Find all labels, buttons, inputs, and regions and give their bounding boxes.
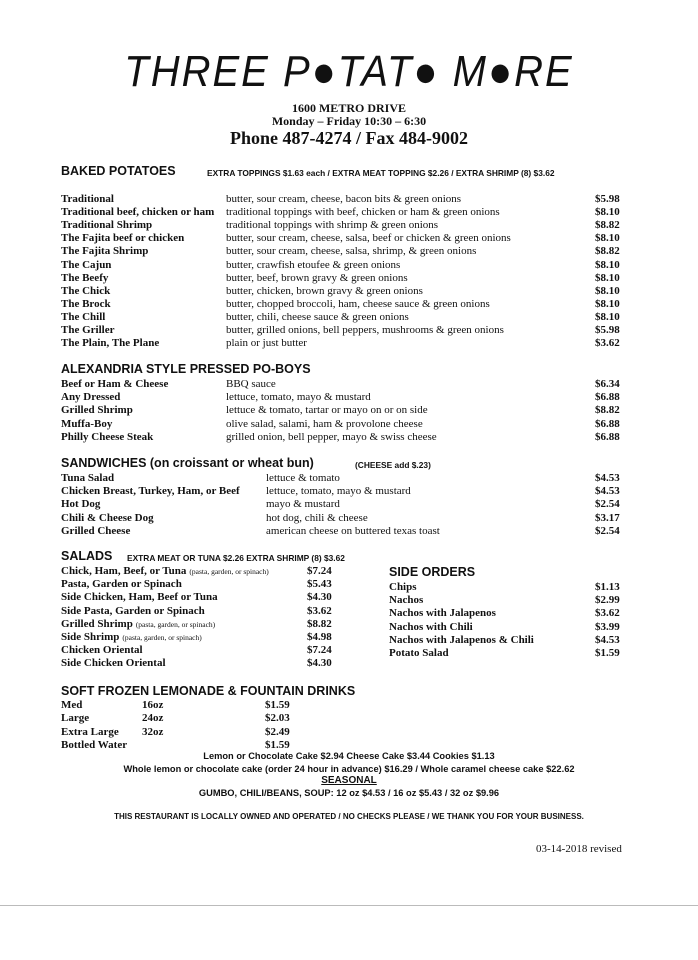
item-description: butter, chopped broccoli, ham, cheese sauce & green onions <box>226 297 490 310</box>
item-price: $8.10 <box>595 258 620 271</box>
item-size: 16oz <box>142 699 164 711</box>
item-description: lettuce, tomato, mayo & mustard <box>266 485 411 498</box>
item-name: Nachos with Chili <box>389 620 473 633</box>
item-price: $2.54 <box>595 498 620 511</box>
item-price: $8.10 <box>595 297 620 310</box>
item-name: The Beefy <box>61 271 109 284</box>
menu-item <box>0 245 698 258</box>
item-size: 24oz <box>142 712 164 725</box>
item-price: $8.82 <box>307 617 332 630</box>
item-description: butter, chicken, brown gravy & green onions <box>226 284 423 297</box>
item-price: $6.34 <box>595 378 620 390</box>
item-name: Large <box>61 712 90 725</box>
baked-toppings-note: EXTRA TOPPINGS $1.63 each / EXTRA MEAT TOPPING $2.26 / EXTRA SHRIMP (8) $3.62 <box>207 168 555 178</box>
item-price: $4.53 <box>595 633 620 646</box>
item-price: $1.59 <box>595 647 620 659</box>
menu-item <box>0 647 698 660</box>
item-name: Grilled Cheese <box>61 524 131 537</box>
item-description: grilled onion, bell pepper, mayo & swiss cheese <box>226 430 437 443</box>
item-price: $1.13 <box>595 581 620 593</box>
item-name: Tuna Salad <box>61 472 115 484</box>
item-name: Traditional Shrimp <box>61 219 153 232</box>
item-price: $2.54 <box>595 524 620 537</box>
item-name: Nachos <box>389 594 424 607</box>
item-name: Muffa-Boy <box>61 417 113 430</box>
item-price: $3.17 <box>595 511 620 524</box>
item-price: $6.88 <box>595 391 620 404</box>
item-note: (pasta, garden, or spinach) <box>135 619 216 629</box>
menu-item <box>0 206 698 219</box>
baked-potatoes-heading: BAKED POTATOES <box>61 164 176 178</box>
menu-item <box>0 581 698 594</box>
item-price: $2.49 <box>265 725 290 738</box>
item-price: $2.03 <box>265 712 290 725</box>
menu-item <box>0 431 698 444</box>
scan-edge-divider <box>0 905 698 906</box>
item-name: Chips <box>389 581 417 593</box>
item-name: Chick, Ham, Beef, or Tuna <box>61 565 187 577</box>
item-price: $5.98 <box>595 324 620 336</box>
item-name: Chili & Cheese Dog <box>61 511 154 524</box>
item-description: butter, chili, cheese sauce & green onions <box>226 310 409 323</box>
item-price: $5.98 <box>595 193 620 205</box>
item-price: $4.30 <box>307 591 332 604</box>
item-description: butter, sour cream, cheese, salsa, shrimp, & green onions <box>226 245 477 258</box>
item-description: butter, beef, brown gravy & green onions <box>226 271 408 284</box>
item-size: 32oz <box>142 725 164 738</box>
item-price: $1.59 <box>265 699 290 711</box>
item-price: $6.88 <box>595 417 620 430</box>
menu-item <box>0 498 698 511</box>
item-price: $8.10 <box>595 284 620 297</box>
item-description: butter, sour cream, cheese, salsa, beef or chicken & green onions <box>226 232 511 245</box>
salads-note: EXTRA MEAT OR TUNA $2.26 EXTRA SHRIMP (8) $3.62 <box>127 553 345 563</box>
address: 1600 METRO DRIVE <box>291 101 406 115</box>
item-description: butter, grilled onions, bell peppers, mushrooms & green onions <box>226 324 504 336</box>
item-price: $3.62 <box>307 604 332 617</box>
item-name: The Plain, The Plane <box>61 337 160 350</box>
item-description: butter, crawfish etoufee & green onions <box>226 258 401 271</box>
menu-item <box>0 404 698 417</box>
item-description: traditional toppings with beef, chicken or ham & green onions <box>226 206 500 219</box>
item-description: lettuce & tomato, tartar or mayo on or on side <box>226 404 428 417</box>
menu-item <box>0 378 698 391</box>
desserts-line-1: Lemon or Chocolate Cake $2.94 Cheese Cake $3.44 Cookies $1.13 <box>203 751 495 761</box>
revised-date: 03-14-2018 revised <box>536 843 622 855</box>
item-price: $8.10 <box>595 232 620 245</box>
item-description: american cheese on buttered texas toast <box>266 524 440 537</box>
menu-item <box>0 272 698 285</box>
item-price: $8.82 <box>595 404 620 417</box>
menu-item <box>0 219 698 232</box>
item-description: olive salad, salami, ham & provolone cheese <box>226 417 423 430</box>
phone-fax: Phone 487-4274 / Fax 484-9002 <box>230 128 468 148</box>
item-description: BBQ sauce <box>226 378 276 390</box>
cheese-note: (CHEESE add $.23) <box>355 460 431 470</box>
menu-item <box>0 324 698 337</box>
menu-item <box>0 525 698 538</box>
sandwiches-heading: SANDWICHES (on croissant or wheat bun) <box>61 456 314 470</box>
item-price: $2.99 <box>595 594 620 607</box>
menu-item <box>0 472 698 485</box>
item-name: Any Dressed <box>61 391 121 404</box>
item-price: $4.53 <box>595 485 620 498</box>
item-name: The Brock <box>61 297 111 310</box>
seasonal-heading: SEASONAL <box>321 775 377 786</box>
item-name: Chicken Breast, Turkey, Ham, or Beef <box>61 485 240 498</box>
menu-item <box>0 285 698 298</box>
item-name: Side Shrimp <box>61 631 120 643</box>
item-name: Philly Cheese Steak <box>61 430 154 443</box>
menu-item <box>0 485 698 498</box>
item-description: traditional toppings with shrimp & green onions <box>226 219 439 232</box>
drinks-heading: SOFT FROZEN LEMONADE & FOUNTAIN DRINKS <box>61 684 356 698</box>
menu-item <box>0 712 698 725</box>
item-name: The Cajun <box>61 258 112 271</box>
item-price: $4.98 <box>307 631 332 643</box>
restaurant-title: THREE P●TAT● M●RE <box>124 48 574 96</box>
item-note: (pasta, garden, or spinach) <box>122 633 202 642</box>
menu-item <box>0 594 698 607</box>
hours: Monday – Friday 10:30 – 6:30 <box>271 114 427 128</box>
item-price: $8.10 <box>595 310 620 323</box>
item-price: $8.82 <box>595 219 620 232</box>
menu-item <box>0 337 698 350</box>
item-price: $6.88 <box>595 430 620 443</box>
item-name: Bottled Water <box>61 738 128 751</box>
seasonal-line: GUMBO, CHILI/BEANS, SOUP: 12 oz $4.53 / 16 oz $5.43 / 32 oz $9.96 <box>198 788 500 798</box>
item-price: $1.59 <box>265 738 290 751</box>
item-name: Traditional beef, chicken or ham <box>61 206 215 219</box>
menu-item <box>0 298 698 311</box>
item-description: plain or just butter <box>226 337 307 350</box>
menu-item <box>0 565 698 578</box>
item-name: The Chill <box>61 310 106 323</box>
item-name: The Fajita beef or chicken <box>61 232 185 245</box>
item-description: hot dog, chili & cheese <box>266 511 368 524</box>
item-name: Extra Large <box>61 725 119 738</box>
menu-item <box>0 391 698 404</box>
item-price: $5.43 <box>307 578 332 591</box>
item-name: The Chick <box>61 284 111 297</box>
item-name: Side Chicken Oriental <box>61 657 166 670</box>
item-name: The Fajita Shrimp <box>61 245 149 258</box>
item-name: Med <box>61 699 83 711</box>
item-note: (pasta, garden, or spinach) <box>189 567 269 576</box>
item-name: Potato Salad <box>389 647 449 659</box>
item-name: The Griller <box>61 324 115 336</box>
menu-item <box>0 621 698 634</box>
side-orders-heading: SIDE ORDERS <box>389 565 476 579</box>
item-description: mayo & mustard <box>266 498 340 511</box>
item-name: Traditional <box>61 193 114 205</box>
menu-item <box>0 259 698 272</box>
item-name: Grilled Shrimp <box>61 404 133 417</box>
item-name: Beef or Ham & Cheese <box>61 378 169 390</box>
menu-item <box>0 739 698 752</box>
item-name: Hot Dog <box>61 498 101 511</box>
footer-notice: THIS RESTAURANT IS LOCALLY OWNED AND OPERATED / NO CHECKS PLEASE / WE THANK YOU FOR YOUR BUSINESS. <box>114 812 584 821</box>
menu-item <box>0 232 698 245</box>
item-description: butter, sour cream, cheese, bacon bits & green onions <box>226 193 462 205</box>
item-price: $4.53 <box>595 472 620 484</box>
item-name: Pasta, Garden or Spinach <box>61 578 182 591</box>
item-price: $3.62 <box>595 337 620 350</box>
item-price: $8.10 <box>595 271 620 284</box>
item-price: $4.30 <box>307 657 332 670</box>
menu-item <box>0 418 698 431</box>
menu-item <box>0 193 698 206</box>
item-price: $3.99 <box>595 620 620 633</box>
item-description: lettuce, tomato, mayo & mustard <box>226 391 371 404</box>
item-price: $8.82 <box>595 245 620 258</box>
desserts-line-2: Whole lemon or chocolate cake (order 24 hour in advance) $16.29 / Whole caramel cheese cake $22.62 <box>123 764 575 774</box>
menu-item <box>0 311 698 324</box>
menu-item <box>0 699 698 712</box>
item-price: $3.62 <box>595 607 620 620</box>
item-description: lettuce & tomato <box>266 472 340 484</box>
item-name: Nachos with Jalapenos <box>389 607 496 620</box>
item-price: $7.24 <box>307 644 332 657</box>
menu-item <box>0 512 698 525</box>
item-name: Chicken Oriental <box>61 644 143 657</box>
item-price: $8.10 <box>595 206 620 219</box>
menu-item <box>0 604 698 620</box>
menu-item <box>0 726 698 739</box>
poboys-heading: ALEXANDRIA STYLE PRESSED PO-BOYS <box>61 362 311 376</box>
salads-heading: SALADS <box>61 549 113 563</box>
item-price: $7.24 <box>307 565 332 577</box>
menu-item <box>0 634 698 647</box>
item-name: Nachos with Jalapenos & Chili <box>389 633 534 646</box>
item-name: Side Pasta, Garden or Spinach <box>61 604 205 617</box>
item-name: Side Chicken, Ham, Beef or Tuna <box>61 591 218 604</box>
item-name: Grilled Shrimp <box>61 617 133 630</box>
